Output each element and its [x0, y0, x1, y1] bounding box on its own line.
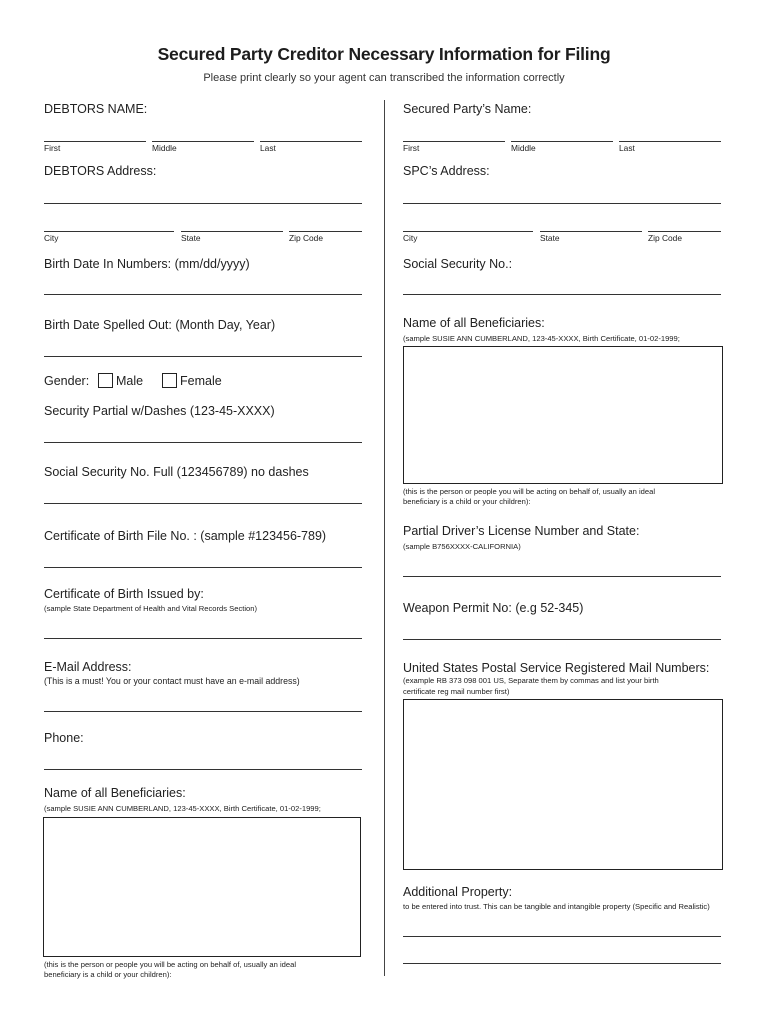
spc-middle-caption: Middle — [511, 143, 536, 153]
additional-property-field-2[interactable] — [403, 963, 721, 964]
cert-file-label: Certificate of Birth File No. : (sample #123456-789) — [44, 529, 327, 543]
beneficiaries-label: Name of all Beneficiaries: — [44, 786, 186, 800]
column-divider — [384, 100, 385, 976]
debtor-street-field[interactable] — [44, 203, 362, 204]
debtor-state-caption: State — [181, 233, 201, 243]
security-partial-field[interactable] — [44, 442, 362, 443]
spc-ssn-label: Social Security No.: — [403, 257, 513, 271]
debtors-address-label: DEBTORS Address: — [44, 164, 157, 178]
cert-issued-label: Certificate of Birth Issued by: — [44, 587, 204, 601]
spc-street-field[interactable] — [403, 203, 721, 204]
drivers-license-note: (sample B756XXXX-CALIFORNIA) — [403, 542, 521, 551]
ssn-full-field[interactable] — [44, 503, 362, 504]
additional-property-note: to be entered into trust. This can be tangible and intangible property (Specific and Realistic) — [403, 902, 710, 911]
usps-textarea[interactable] — [403, 699, 723, 870]
cert-issued-note: (sample State Department of Health and Vital Records Section) — [44, 604, 258, 613]
gender-female-checkbox[interactable] — [162, 373, 177, 388]
spc-beneficiaries-note: (sample SUSIE ANN CUMBERLAND, 123-45-XXXX, Birth Certificate, 01-02-1999; — [403, 334, 680, 343]
weapon-permit-label: Weapon Permit No: (e.g 52-345) — [403, 601, 584, 615]
spc-beneficiaries-foot-line1: (this is the person or people you will be acting on behalf of, usually an ideal — [403, 487, 656, 496]
spc-last-name-field[interactable] — [619, 141, 721, 142]
email-note: (This is a must! You or your contact must have an e-mail address) — [44, 676, 300, 686]
usps-label: United States Postal Service Registered Mail Numbers: — [403, 661, 710, 675]
birth-date-spelled-field[interactable] — [44, 356, 362, 357]
debtor-city-field[interactable] — [44, 231, 174, 232]
cert-file-field[interactable] — [44, 567, 362, 568]
spc-last-caption: Last — [619, 143, 635, 153]
spc-beneficiaries-foot-line2: beneficiary is a child or your children): — [403, 497, 531, 506]
drivers-license-field[interactable] — [403, 576, 721, 577]
spc-zip-field[interactable] — [648, 231, 721, 232]
debtor-last-caption: Last — [260, 143, 276, 153]
debtor-middle-caption: Middle — [152, 143, 177, 153]
email-label: E-Mail Address: — [44, 660, 132, 674]
debtor-zip-caption: Zip Code — [289, 233, 323, 243]
debtor-city-caption: City — [44, 233, 59, 243]
spc-beneficiaries-textarea[interactable] — [403, 346, 723, 484]
debtors-name-label: DEBTORS NAME: — [44, 102, 148, 116]
gender-male-checkbox[interactable] — [98, 373, 113, 388]
birth-date-numbers-field[interactable] — [44, 294, 362, 295]
spc-middle-name-field[interactable] — [511, 141, 613, 142]
page-subtitle: Please print clearly so your agent can transcribed the information correctly — [203, 72, 565, 84]
drivers-license-label: Partial Driver’s License Number and State: — [403, 524, 640, 538]
gender-label: Gender: — [44, 374, 90, 388]
debtor-first-caption: First — [44, 143, 61, 153]
usps-note-line2: certificate reg mail number first) — [403, 687, 510, 696]
additional-property-field-1[interactable] — [403, 936, 721, 937]
beneficiaries-textarea[interactable] — [43, 817, 361, 957]
additional-property-label: Additional Property: — [403, 885, 513, 899]
beneficiaries-foot-line2: beneficiary is a child or your children): — [44, 970, 172, 979]
gender-male-label: Male — [116, 374, 144, 388]
debtor-last-name-field[interactable] — [260, 141, 362, 142]
beneficiaries-note: (sample SUSIE ANN CUMBERLAND, 123-45-XXXX, Birth Certificate, 01-02-1999; — [44, 804, 321, 813]
spc-city-field[interactable] — [403, 231, 533, 232]
spc-beneficiaries-label: Name of all Beneficiaries: — [403, 316, 545, 330]
birth-date-spelled-label: Birth Date Spelled Out: (Month Day, Year) — [44, 318, 276, 332]
spc-city-caption: City — [403, 233, 418, 243]
page-title: Secured Party Creditor Necessary Information for Filing — [157, 44, 611, 64]
birth-date-numbers-label: Birth Date In Numbers: (mm/dd/yyyy) — [44, 257, 250, 271]
debtor-zip-field[interactable] — [289, 231, 362, 232]
beneficiaries-foot-line1: (this is the person or people you will be acting on behalf of, usually an ideal — [44, 960, 297, 969]
phone-field[interactable] — [44, 769, 362, 770]
spc-zip-caption: Zip Code — [648, 233, 682, 243]
spc-state-field[interactable] — [540, 231, 642, 232]
spc-first-name-field[interactable] — [403, 141, 505, 142]
weapon-permit-field[interactable] — [403, 639, 721, 640]
spc-state-caption: State — [540, 233, 560, 243]
spc-first-caption: First — [403, 143, 420, 153]
debtor-state-field[interactable] — [181, 231, 283, 232]
usps-note-line1: (example RB 373 098 001 US, Separate them by commas and list your birth — [403, 676, 659, 685]
debtor-middle-name-field[interactable] — [152, 141, 254, 142]
security-partial-label: Security Partial w/Dashes (123-45-XXXX) — [44, 404, 275, 418]
secured-party-name-label: Secured Party’s Name: — [403, 102, 532, 116]
email-field[interactable] — [44, 711, 362, 712]
spc-address-label: SPC’s Address: — [403, 164, 490, 178]
ssn-full-label: Social Security No. Full (123456789) no dashes — [44, 465, 309, 479]
phone-label: Phone: — [44, 731, 84, 745]
gender-female-label: Female — [180, 374, 222, 388]
spc-ssn-field[interactable] — [403, 294, 721, 295]
cert-issued-field[interactable] — [44, 638, 362, 639]
debtor-first-name-field[interactable] — [44, 141, 146, 142]
